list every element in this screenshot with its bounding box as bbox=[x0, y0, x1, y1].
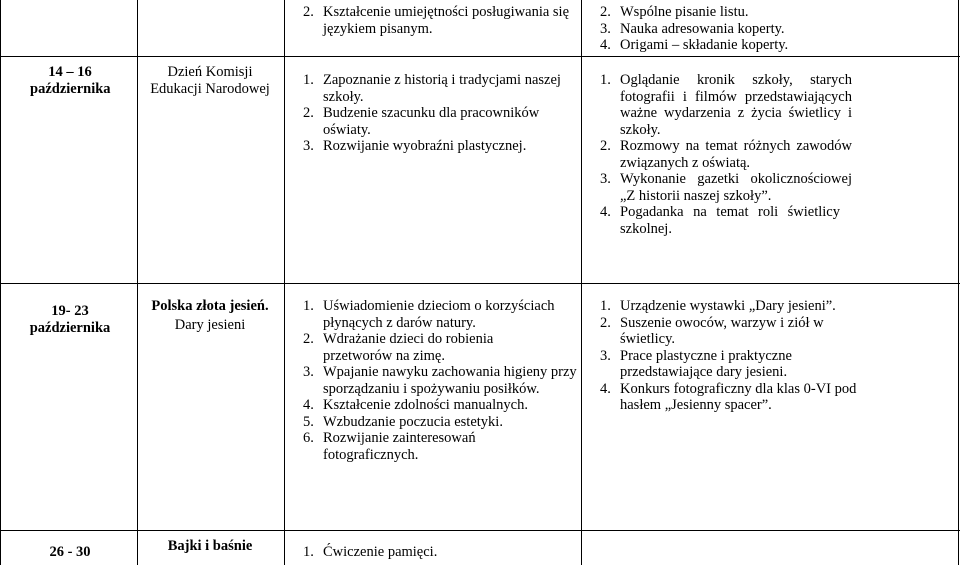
date-cell: 19- 23 października bbox=[29, 303, 111, 336]
list-item: 3. Rozwijanie wyobraźni plastycznej. bbox=[303, 138, 527, 154]
list-item: 2. Wspólne pisanie listu. bbox=[600, 4, 749, 20]
list-item: 1. Uświadomienie dzieciom o korzyściach płynących z darów natury. bbox=[303, 298, 555, 331]
topic-title: Polska złota jesień. bbox=[151, 298, 269, 314]
row-divider bbox=[0, 283, 960, 284]
list-item: 1. Oglądanie kronik szkoły, starych fotografii i filmów przedstawiających ważne wydarzenia z życia świetlicy i szkoły. bbox=[600, 72, 852, 138]
activities-cell bbox=[600, 72, 852, 237]
row-divider bbox=[0, 530, 960, 531]
list-item: 1. Zapoznanie z historią i tradycjami naszej szkoły. bbox=[303, 72, 561, 105]
list-item: 4. Konkurs fotograficzny dla klas 0-VI pod hasłem „Jesienny spacer”. bbox=[600, 380, 857, 413]
list-item: 1. Urządzenie wystawki „Dary jesieni”. bbox=[600, 298, 836, 314]
list-item: 2. Rozmowy na temat różnych zawodów związanych z oświatą. bbox=[600, 138, 852, 171]
date-cell: 14 – 16 października bbox=[30, 64, 111, 97]
list-item: 3. Prace plastyczne i praktyczne przedstawiające dary jesieni. bbox=[600, 347, 792, 380]
goals-cell bbox=[303, 72, 575, 155]
activities-cell bbox=[600, 4, 870, 54]
list-item: 1. Ćwiczenie pamięci. bbox=[303, 544, 438, 560]
list-item: 3. Wykonanie gazetki okolicznościowej „Z historii naszej szkoły”. bbox=[600, 171, 852, 204]
topic-cell: Bajki i baśnie bbox=[167, 538, 253, 554]
activities-cell bbox=[600, 298, 860, 414]
list-item: 4. Origami – składanie koperty. bbox=[600, 37, 789, 53]
list-item: 3. Wpajanie nawyku zachowania higieny przy sporządzaniu i spożywaniu posiłków. bbox=[303, 364, 577, 397]
list-item: 2. Wdrażanie dzieci do robienia przetworów na zimę. bbox=[303, 331, 494, 364]
date-cell: 26 - 30 bbox=[49, 544, 91, 560]
list-item: 2. Kształcenie umiejętności posługiwania się językiem pisanym. bbox=[303, 4, 570, 37]
topic-cell bbox=[140, 298, 280, 333]
list-item: 2. Budzenie szacunku dla pracowników oświaty. bbox=[303, 105, 540, 138]
topic-subtitle: Dary jesieni bbox=[174, 316, 246, 333]
list-item: 4. Pogadanka na temat roli świetlicy szkolnej. bbox=[600, 204, 840, 237]
goals-cell bbox=[303, 544, 575, 561]
list-item: 3. Nauka adresowania koperty. bbox=[600, 20, 785, 37]
list-item: 2. Suszenie owoców, warzyw i ziół w świetlicy. bbox=[600, 314, 824, 347]
row-divider bbox=[0, 56, 960, 57]
list-item: 6. Rozwijanie zainteresowań fotograficznych. bbox=[303, 430, 476, 463]
goals-cell bbox=[303, 4, 575, 37]
list-item: 5. Wzbudzanie poczucia estetyki. bbox=[303, 413, 503, 430]
topic-cell: Dzień Komisji Edukacji Narodowej bbox=[150, 64, 270, 97]
list-item: 4. Kształcenie zdolności manualnych. bbox=[303, 397, 528, 413]
goals-cell bbox=[303, 298, 575, 463]
